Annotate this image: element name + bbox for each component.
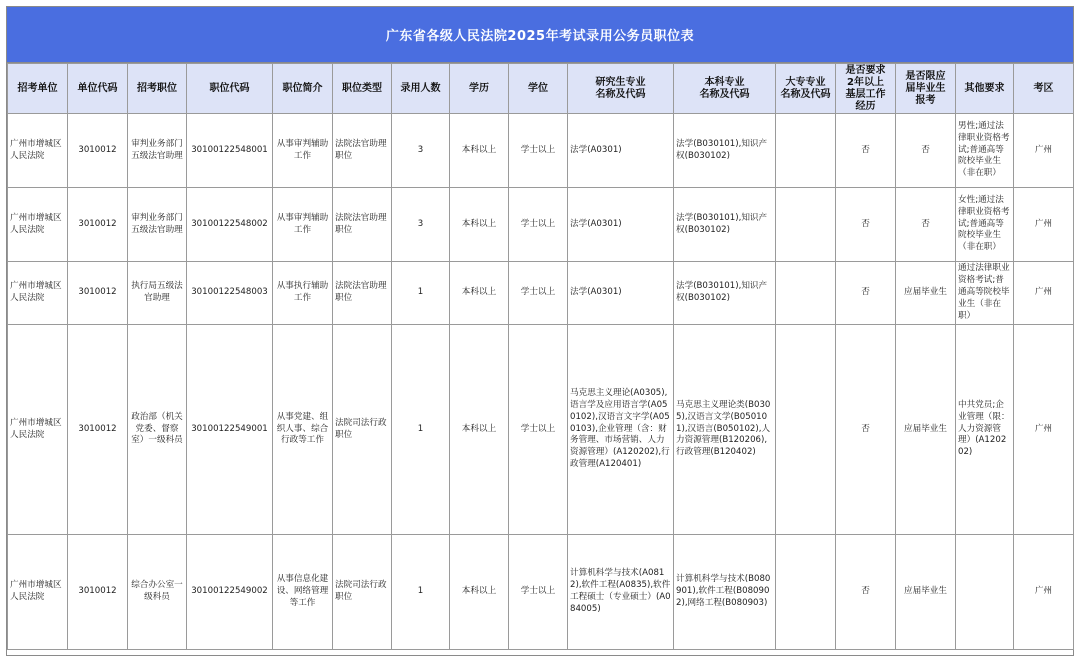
- cell-count: 1: [392, 262, 450, 325]
- cell-fresh-grad: 应届毕业生: [896, 262, 956, 325]
- cell-college-major: [776, 535, 836, 650]
- cell-position: 执行局五级法官助理: [128, 262, 187, 325]
- header-position-code: 职位代码: [187, 64, 273, 114]
- cell-position: 综合办公室一级科员: [128, 535, 187, 650]
- cell-unit-code: 3010012: [68, 262, 128, 325]
- cell-unit: 广州市增城区人民法院: [8, 114, 68, 188]
- cell-undergrad-major: 法学(B030101),知识产权(B030102): [674, 188, 776, 262]
- cell-intro: 从事审判辅助工作: [273, 188, 333, 262]
- header-intro: 职位简介: [273, 64, 333, 114]
- cell-college-major: [776, 325, 836, 535]
- cell-other: [956, 535, 1014, 650]
- cell-college-major: [776, 262, 836, 325]
- cell-position-code: 30100122548003: [187, 262, 273, 325]
- cell-area: 广州: [1014, 262, 1074, 325]
- cell-education: 本科以上: [450, 188, 509, 262]
- cell-grad-major: 计算机科学与技术(A0812),软件工程(A0835),软件工程硕士（专业硕士）(A084005): [568, 535, 674, 650]
- cell-type: 法院司法行政职位: [333, 325, 392, 535]
- cell-fresh-grad: 应届毕业生: [896, 535, 956, 650]
- cell-grassroots: 否: [836, 114, 896, 188]
- cell-unit: 广州市增城区人民法院: [8, 188, 68, 262]
- cell-count: 1: [392, 325, 450, 535]
- cell-fresh-grad: 否: [896, 114, 956, 188]
- cell-college-major: [776, 188, 836, 262]
- cell-grassroots: 否: [836, 188, 896, 262]
- cell-count: 1: [392, 535, 450, 650]
- cell-grad-major: 法学(A0301): [568, 188, 674, 262]
- header-type: 职位类型: [333, 64, 392, 114]
- cell-other: 中共党员;企业管理（限：人力资源管理）(A120202): [956, 325, 1014, 535]
- header-other: 其他要求: [956, 64, 1014, 114]
- cell-other: 通过法律职业资格考试;普通高等院校毕业生（非在职）: [956, 262, 1014, 325]
- cell-unit: 广州市增城区人民法院: [8, 535, 68, 650]
- cell-intro: 从事党建、组织人事、综合行政等工作: [273, 325, 333, 535]
- table-row: [8, 114, 1074, 188]
- cell-position-code: 30100122548001: [187, 114, 273, 188]
- cell-unit-code: 3010012: [68, 325, 128, 535]
- header-fresh-grad: 是否限应 届毕业生 报考: [896, 64, 956, 114]
- cell-education: 本科以上: [450, 114, 509, 188]
- cell-count: 3: [392, 114, 450, 188]
- table-title: 广东省各级人民法院2025年考试录用公务员职位表: [7, 7, 1073, 63]
- table-row: [8, 262, 1074, 325]
- cell-grassroots: 否: [836, 262, 896, 325]
- header-row: [8, 64, 1074, 114]
- cell-degree: 学士以上: [509, 114, 568, 188]
- cell-intro: 从事信息化建设、网络管理等工作: [273, 535, 333, 650]
- cell-intro: 从事审判辅助工作: [273, 114, 333, 188]
- cell-unit: 广州市增城区人民法院: [8, 325, 68, 535]
- header-count: 录用人数: [392, 64, 450, 114]
- cell-undergrad-major: 计算机科学与技术(B080901),软件工程(B080902),网络工程(B080903): [674, 535, 776, 650]
- cell-degree: 学士以上: [509, 535, 568, 650]
- header-unit-code: 单位代码: [68, 64, 128, 114]
- cell-type: 法院法官助理职位: [333, 262, 392, 325]
- cell-degree: 学士以上: [509, 188, 568, 262]
- header-degree: 学位: [509, 64, 568, 114]
- header-area: 考区: [1014, 64, 1074, 114]
- cell-grad-major: 法学(A0301): [568, 114, 674, 188]
- cell-undergrad-major: 法学(B030101),知识产权(B030102): [674, 114, 776, 188]
- header-grad-major: 研究生专业 名称及代码: [568, 64, 674, 114]
- cell-college-major: [776, 114, 836, 188]
- cell-other: 男性;通过法律职业资格考试;普通高等院校毕业生（非在职）: [956, 114, 1014, 188]
- cell-unit-code: 3010012: [68, 535, 128, 650]
- positions-table: [7, 63, 1074, 650]
- table-row: [8, 535, 1074, 650]
- cell-degree: 学士以上: [509, 262, 568, 325]
- cell-grassroots: 否: [836, 325, 896, 535]
- cell-position-code: 30100122549001: [187, 325, 273, 535]
- cell-fresh-grad: 否: [896, 188, 956, 262]
- cell-education: 本科以上: [450, 262, 509, 325]
- cell-position-code: 30100122549002: [187, 535, 273, 650]
- cell-undergrad-major: 马克思主义理论类(B0305),汉语言文学(B050101),汉语言(B050102),人力资源管理(B120206),行政管理(B120402): [674, 325, 776, 535]
- cell-intro: 从事执行辅助工作: [273, 262, 333, 325]
- cell-area: 广州: [1014, 188, 1074, 262]
- table-row: [8, 188, 1074, 262]
- cell-position: 政治部（机关党委、督察室）一级科员: [128, 325, 187, 535]
- table-row: [8, 325, 1074, 535]
- cell-grassroots: 否: [836, 535, 896, 650]
- cell-position-code: 30100122548002: [187, 188, 273, 262]
- cell-area: 广州: [1014, 535, 1074, 650]
- header-education: 学历: [450, 64, 509, 114]
- cell-education: 本科以上: [450, 325, 509, 535]
- header-unit: 招考单位: [8, 64, 68, 114]
- cell-fresh-grad: 应届毕业生: [896, 325, 956, 535]
- header-grassroots: 是否要求 2年以上 基层工作 经历: [836, 64, 896, 114]
- cell-area: 广州: [1014, 114, 1074, 188]
- cell-grad-major: 马克思主义理论(A0305),语言学及应用语言学(A050102),汉语言文字学(A050103),企业管理（含：财务管理、市场营销、人力资源管理）(A120202),行政管理(A120401): [568, 325, 674, 535]
- cell-type: 法院法官助理职位: [333, 114, 392, 188]
- cell-area: 广州: [1014, 325, 1074, 535]
- cell-unit: 广州市增城区人民法院: [8, 262, 68, 325]
- cell-other: 女性;通过法律职业资格考试;普通高等院校毕业生（非在职）: [956, 188, 1014, 262]
- cell-education: 本科以上: [450, 535, 509, 650]
- job-table-sheet: [6, 6, 1074, 656]
- cell-unit-code: 3010012: [68, 114, 128, 188]
- header-college-major: 大专专业 名称及代码: [776, 64, 836, 114]
- cell-position: 审判业务部门五级法官助理: [128, 188, 187, 262]
- header-undergrad-major: 本科专业 名称及代码: [674, 64, 776, 114]
- cell-type: 法院法官助理职位: [333, 188, 392, 262]
- cell-type: 法院司法行政职位: [333, 535, 392, 650]
- header-position: 招考职位: [128, 64, 187, 114]
- cell-position: 审判业务部门五级法官助理: [128, 114, 187, 188]
- cell-grad-major: 法学(A0301): [568, 262, 674, 325]
- cell-degree: 学士以上: [509, 325, 568, 535]
- cell-undergrad-major: 法学(B030101),知识产权(B030102): [674, 262, 776, 325]
- cell-count: 3: [392, 188, 450, 262]
- cell-unit-code: 3010012: [68, 188, 128, 262]
